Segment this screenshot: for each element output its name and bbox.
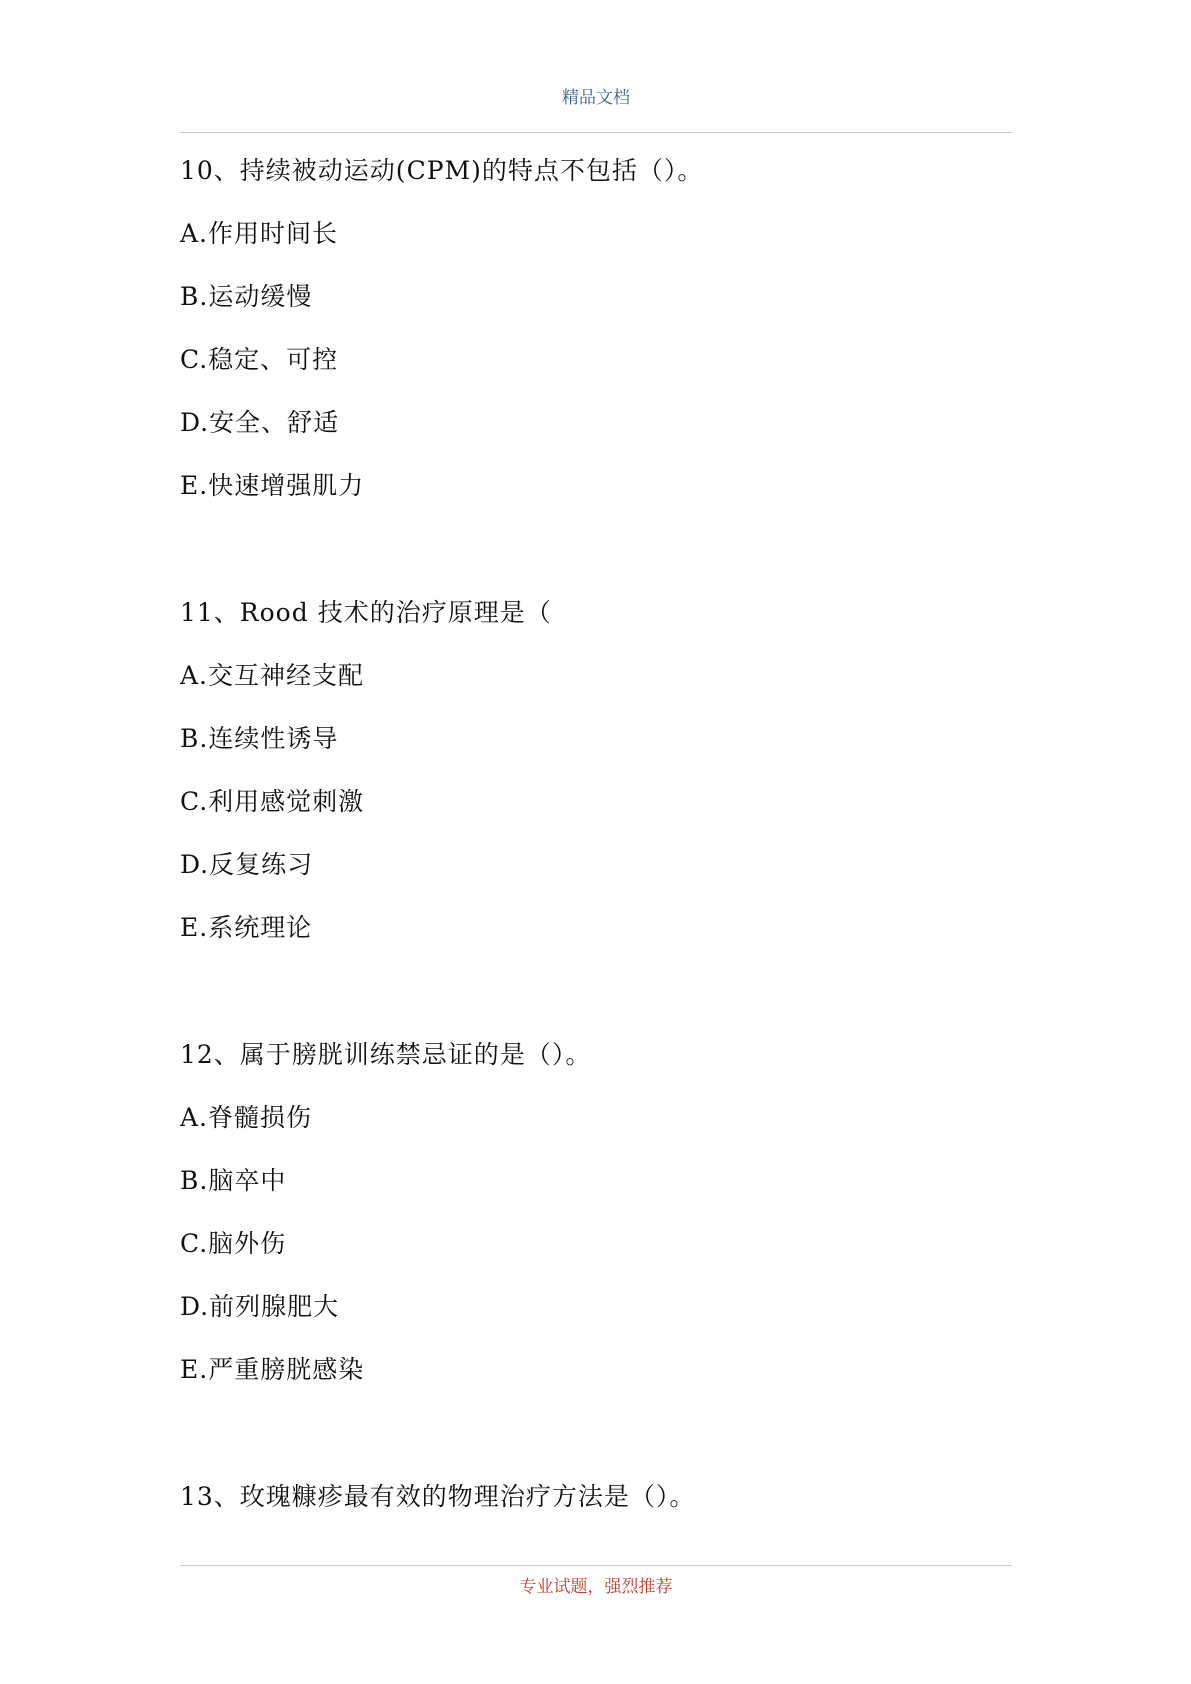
page-header: 精品文档: [562, 88, 630, 108]
question-11-option-b: B.连续性诱导: [180, 724, 339, 753]
footer-divider: [180, 1565, 1012, 1566]
question-10-option-d: D.安全、舒适: [180, 408, 340, 437]
question-10-option-a: A.作用时间长: [180, 219, 339, 248]
question-12-option-c: C.脑外伤: [180, 1229, 287, 1258]
question-12-option-a: A.脊髓损伤: [180, 1103, 313, 1132]
question-10-option-b: B.运动缓慢: [180, 282, 313, 311]
question-11-option-c: C.利用感觉刺激: [180, 787, 365, 816]
question-12-stem: 12、属于膀胱训练禁忌证的是（）。: [180, 1040, 592, 1069]
question-11-option-d: D.反复练习: [180, 850, 314, 879]
question-11-option-e: E.系统理论: [180, 913, 313, 942]
question-11-stem: 11、Rood 技术的治疗原理是（: [180, 598, 552, 627]
question-10-option-e: E.快速增强肌力: [180, 471, 365, 500]
question-12-option-b: B.脑卒中: [180, 1166, 287, 1195]
question-12-option-e: E.严重膀胱感染: [180, 1355, 365, 1384]
question-11-option-a: A.交互神经支配: [180, 661, 365, 690]
page-footer: 专业试题，强烈推荐: [519, 1577, 673, 1597]
question-10-option-c: C.稳定、可控: [180, 345, 339, 374]
question-12-option-d: D.前列腺肥大: [180, 1292, 340, 1321]
question-13-stem: 13、玫瑰糠疹最有效的物理治疗方法是（）。: [180, 1482, 696, 1511]
question-10-stem: 10、持续被动运动(CPM)的特点不包括（）。: [180, 156, 704, 185]
header-divider: [180, 132, 1012, 133]
